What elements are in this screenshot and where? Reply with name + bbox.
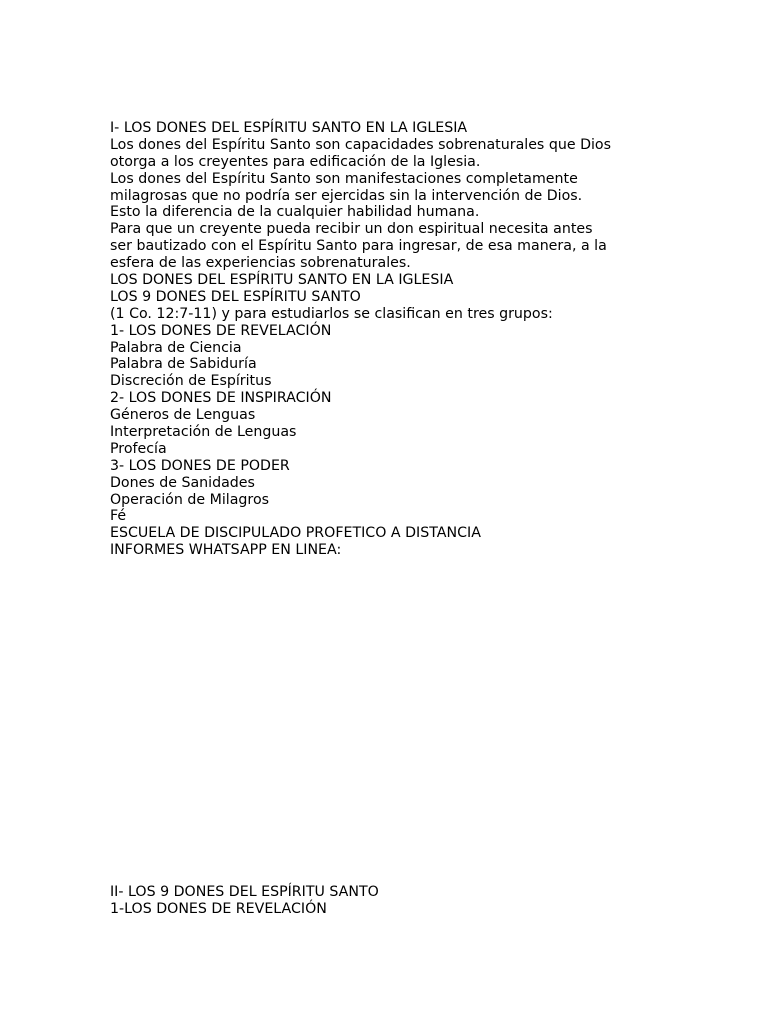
list-item: Discreción de Espíritus	[110, 373, 272, 390]
group-heading-poder: 3- LOS DONES DE PODER	[110, 457, 290, 474]
list-item: Profecía	[110, 440, 167, 457]
paragraph-line: milagrosas que no podría ser ejercidas sin la intervención de Dios.	[110, 187, 583, 204]
paragraph-line: Los dones del Espíritu Santo son manifestaciones completamente	[110, 170, 578, 187]
list-item: Fé	[110, 508, 127, 525]
document-text-bottom	[110, 884, 670, 918]
heading-line: LOS 9 DONES DEL ESPÍRITU SANTO	[110, 288, 361, 305]
contact-info-line: INFORMES WHATSAPP EN LINEA:	[110, 542, 342, 559]
list-item: Operación de Milagros	[110, 491, 270, 508]
list-item: Dones de Sanidades	[110, 474, 255, 491]
paragraph-line: Los dones del Espíritu Santo son capacidades sobrenaturales que Dios	[110, 136, 612, 153]
paragraph-line: esfera de las experiencias sobrenaturales.	[110, 255, 411, 272]
paragraph-line: ser bautizado con el Espíritu Santo para ingresar, de esa manera, a la	[110, 238, 607, 255]
group-heading-revelacion: 1- LOS DONES DE REVELACIÓN	[110, 322, 332, 339]
list-item: Géneros de Lenguas	[110, 407, 256, 424]
paragraph-line: (1 Co. 12:7-11) y para estudiarlos se clasifican en tres grupos:	[110, 305, 553, 322]
document-text-top	[110, 120, 670, 559]
paragraph-line: Para que un creyente pueda recibir un don espiritual necesita antes	[110, 221, 593, 238]
list-item: Interpretación de Lenguas	[110, 424, 297, 441]
paragraph-line: Esto la diferencia de la cualquier habilidad humana.	[110, 204, 480, 221]
heading-section-1: I- LOS DONES DEL ESPÍRITU SANTO EN LA IGLESIA	[110, 120, 468, 136]
paragraph-line: otorga a los creyentes para edificación de la Iglesia.	[110, 153, 481, 170]
heading-line: LOS DONES DEL ESPÍRITU SANTO EN LA IGLESIA	[110, 272, 454, 289]
list-item: Palabra de Sabiduría	[110, 356, 257, 373]
group-heading-revelacion: 1-LOS DONES DE REVELACIÓN	[110, 900, 327, 917]
heading-section-2: II- LOS 9 DONES DEL ESPÍRITU SANTO	[110, 884, 379, 900]
list-item: Palabra de Ciencia	[110, 339, 242, 356]
school-name-line: ESCUELA DE DISCIPULADO PROFETICO A DISTANCIA	[110, 525, 481, 542]
group-heading-inspiracion: 2- LOS DONES DE INSPIRACIÓN	[110, 390, 332, 407]
